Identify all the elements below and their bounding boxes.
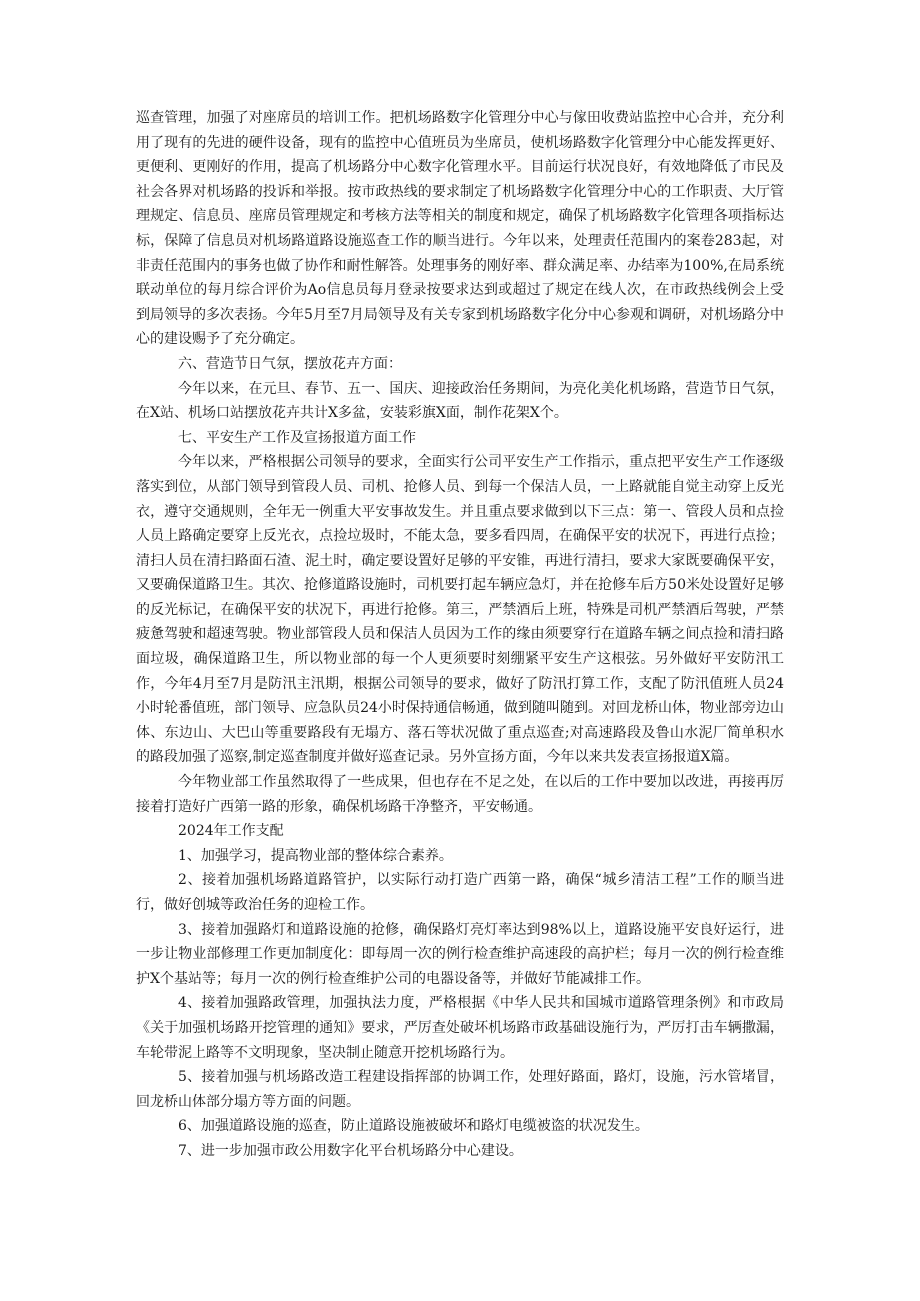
plan-item-4: 4、接着加强路政管理，加强执法力度，严格根据《中华人民共和国城市道路管理条例》和市政局《关于加强机场路开挖管理的通知》要求，严厉查处破坏机场路市政基础设施行为，严厉打击车辆撒漏，车轮带泥上路等不文明现象，坚决制止随意开挖机场路行为。: [136, 995, 784, 1061]
paragraph-summary: 今年物业部工作虽然取得了一些成果，但也存在不足之处，在以后的工作中要加以改进，再接再厉接着打造好广西第一路的形象，确保机场路干净整齐，平安畅通。: [136, 774, 784, 815]
section-heading-2024-plan: 2024年工作支配: [178, 823, 284, 840]
plan-item-2: 2、接着加强机场路道路管护，以实际行动打造广西第一路，确保“城乡清洁工程”工作的顺当进行，做好创城等政治任务的迎检工作。: [136, 872, 784, 913]
plan-item-3: 3、接着加强路灯和道路设施的抢修，确保路灯亮灯率达到98%以上，道路设施平安良好运行，进一步让物业部修理工作更加制度化：即每周一次的例行检查维护高速段的高护栏；每月一次的例行检查维护X个基站等；每月一次的例行检查维护公司的电器设备等，并做好节能减排工作。: [136, 921, 784, 987]
paragraph-festival-flowers: 今年以来，在元旦、春节、五一、国庆、迎接政治任务期间，为亮化美化机场路，营造节日气氛，在X站、机场口站摆放花卉共计X多盆，安装彩旗X面，制作花架X个。: [136, 380, 784, 422]
plan-item-6: 6、加强道路设施的巡查，防止道路设施被破坏和路灯电缆被盗的状况发生。: [178, 1118, 649, 1135]
paragraph-safety-production: 今年以来，严格根据公司领导的要求，全面实行公司平安生产工作指示，重点把平安生产工作逐级落实到位，从部门领导到管段人员、司机、抢修人员、到每一个保洁人员，一上路就能自觉主动穿上反光衣，遵守交通规则，全年无一例重大平安事故发生。并且重点要求做到以下三点：第一、管段人员和点捡人员上路确定要穿上反光衣，点捡垃圾时，不能太急，要多看四周，在确保平安的状况下，再进行点捡；清扫人员在清扫路面石渣、泥土时，确定要设置好足够的平安锥，再进行清扫，要求大家既要确保平安，又要确保道路卫生。其次、抢修道路设施时，司机要打起车辆应急灯，并在抢修车后方50米处设置好足够的反光标记，在确保平安的状况下，再进行抢修。第三，严禁酒后上班，特殊是司机严禁酒后驾驶，严禁疲惫驾驶和超速驾驶。物业部管段人员和保洁人员因为工作的缘由须要穿行在道路车辆之间点捡和清扫路面垃圾，确保道路卫生，所以物业部的每一个人更须要时刻绷紧平安生产这根弦。另外做好平安防汛工作，今年4月至7月是防汛主汛期，根据公司领导的要求，做好了防汛打算工作，支配了防汛值班人员24小时轮番值班，部门领导、应急队员24小时保持通信畅通，做到随叫随到。对回龙桥山体，物业部旁边山体、东边山、大巴山等重要路段有无塌方、落石等状况做了重点巡查;对高速路段及鲁山水泥厂简单积水的路段加强了巡察,制定巡查制度并做好巡查记录。另外宣扬方面，今年以来共发表宣扬报道X篇。: [136, 454, 784, 766]
section-heading-festival: 六、营造节日气氛，摆放花卉方面：: [178, 355, 402, 372]
plan-item-5: 5、接着加强与机场路改造工程建设指挥部的协调工作，处理好路面，路灯，设施，污水管堵冒，回龙桥山体部分塌方等方面的问题。: [136, 1069, 784, 1110]
document-page: [136, 106, 784, 1164]
plan-item-7: 7、进一步加强市政公用数字化平台机场路分中心建设。: [178, 1142, 523, 1159]
paragraph-digital-center: 巡查管理，加强了对座席员的培训工作。把机场路数字化管理分中心与傢田收费站监控中心合并，充分利用了现有的先进的硬件设备，现有的监控中心值班员为坐席员，使机场路数字化管理分中心能发挥更好、更便利、更刚好的作用，提高了机场路分中心数字化管理水平。目前运行状况良好，有效地降低了市民及社会各界对机场路的投诉和举报。按市政热线的要求制定了机场路数字化管理分中心的工作职责、大厅管理规定、信息员、座席员管理规定和考核方法等相关的制度和规定，确保了机场路数字化管理各项指标达标，保障了信息员对机场路道路设施巡查工作的顺当进行。今年以来，处理责任范围内的案卷283起，对非责任范围内的事务也做了协作和耐性解答。处理事务的刚好率、群众满足率、办结率为100%,在局系统联动单位的每月综合评价为Ao信息员每月登录按要求达到或超过了规定在线人次，在市政热线例会上受到局领导的多次表扬。今年5月至7月局领导及有关专家到机场路数字化分中心参观和调研，对机场路分中心的建设赐予了充分确定。: [136, 110, 784, 348]
section-heading-safety: 七、平安生产工作及宣扬报道方面工作: [178, 429, 416, 446]
plan-item-1: 1、加强学习，提高物业部的整体综合素养。: [178, 847, 453, 864]
